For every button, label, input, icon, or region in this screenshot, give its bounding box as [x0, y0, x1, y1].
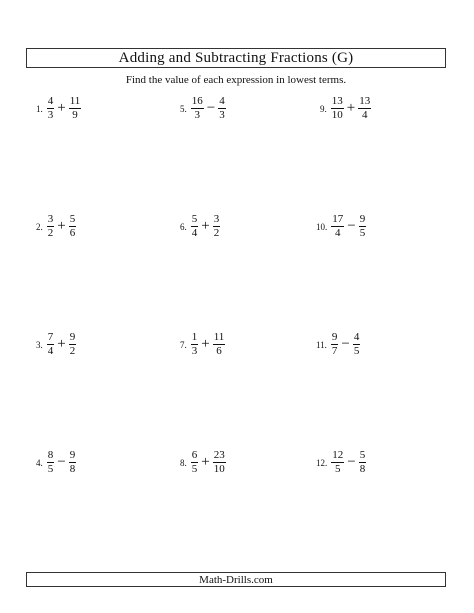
problem-number: 7.: [180, 339, 187, 350]
numerator: 17: [332, 213, 344, 225]
denominator: 5: [359, 227, 366, 239]
operator: +: [201, 454, 210, 470]
denominator: 5: [353, 345, 360, 357]
numerator: 8: [47, 449, 54, 461]
fraction-a: [47, 332, 55, 357]
numerator: 9: [331, 331, 338, 343]
denominator: 10: [213, 463, 225, 475]
numerator: 1: [191, 331, 198, 343]
fraction-b: [359, 214, 367, 239]
fraction-b: [69, 332, 77, 357]
fraction-b: [353, 332, 361, 357]
numerator: 12: [332, 449, 344, 461]
problem-2: [36, 214, 76, 239]
fraction-b: [213, 214, 221, 239]
fraction-a: [191, 332, 199, 357]
problem-number: 3.: [36, 339, 43, 350]
operator: +: [201, 336, 210, 352]
denominator: 4: [361, 109, 368, 121]
problem-number: 9.: [320, 103, 327, 114]
numerator: 5: [191, 213, 198, 225]
denominator: 7: [331, 345, 338, 357]
fraction-b: [359, 450, 367, 475]
operator: +: [57, 336, 66, 352]
problem-4: [36, 450, 76, 475]
footer: Math-Drills.com: [26, 572, 446, 587]
fraction-a: [191, 96, 204, 121]
denominator: 8: [69, 463, 76, 475]
denominator: 6: [69, 227, 76, 239]
numerator: 16: [191, 95, 203, 107]
denominator: 9: [72, 109, 78, 121]
fraction-b: [358, 96, 371, 121]
operator: +: [201, 218, 210, 234]
fraction-b: [69, 214, 77, 239]
numerator: 9: [69, 331, 76, 343]
problem-number: 12.: [316, 457, 328, 468]
denominator: 6: [216, 345, 222, 357]
denominator: 10: [331, 109, 343, 121]
problem-5: [180, 96, 226, 121]
operator: −: [347, 218, 356, 234]
problem-11: [316, 332, 360, 357]
problem-number: 1.: [36, 103, 43, 114]
problem-number: 10.: [316, 221, 328, 232]
operator: +: [346, 100, 356, 116]
fraction-b: [69, 450, 77, 475]
denominator: 2: [69, 345, 76, 357]
problem-number: 11.: [316, 339, 327, 350]
denominator: 4: [47, 345, 54, 357]
denominator: 3: [191, 345, 198, 357]
operator: −: [206, 100, 216, 116]
numerator: 7: [47, 331, 54, 343]
fraction-b: [69, 96, 82, 121]
fraction-a: [47, 214, 55, 239]
operator: −: [57, 454, 66, 470]
fraction-b: [213, 450, 226, 475]
fraction-a: [331, 450, 344, 475]
problem-number: 6.: [180, 221, 187, 232]
numerator: 4: [353, 331, 360, 343]
problem-6: [180, 214, 220, 239]
numerator: 11: [213, 331, 225, 343]
numerator: 4: [219, 95, 225, 107]
denominator: 2: [47, 227, 54, 239]
problem-1: [36, 96, 81, 121]
numerator: 6: [191, 449, 198, 461]
numerator: 9: [69, 449, 76, 461]
denominator: 4: [335, 227, 341, 239]
problem-12: [316, 450, 366, 475]
problem-number: 2.: [36, 221, 43, 232]
problem-9: [320, 96, 371, 121]
problem-8: [180, 450, 226, 475]
problem-number: 8.: [180, 457, 187, 468]
fraction-a: [331, 96, 344, 121]
denominator: 5: [191, 463, 198, 475]
numerator: 4: [47, 95, 54, 107]
problem-number: 5.: [180, 103, 187, 114]
fraction-a: [191, 450, 199, 475]
numerator: 13: [359, 95, 371, 107]
denominator: 5: [47, 463, 54, 475]
fraction-a: [191, 214, 199, 239]
denominator: 8: [359, 463, 366, 475]
fraction-a: [47, 96, 55, 121]
operator: +: [57, 100, 66, 116]
denominator: 4: [191, 227, 198, 239]
numerator: 13: [331, 95, 343, 107]
numerator: 3: [213, 213, 220, 225]
denominator: 3: [194, 109, 200, 121]
operator: −: [347, 454, 356, 470]
fraction-b: [218, 96, 226, 121]
problem-3: [36, 332, 76, 357]
worksheet-title: Adding and Subtracting Fractions (G): [26, 48, 446, 68]
numerator: 11: [69, 95, 81, 107]
numerator: 5: [359, 449, 366, 461]
problem-number: 4.: [36, 457, 43, 468]
numerator: 23: [213, 449, 225, 461]
problem-10: [316, 214, 366, 239]
operator: +: [57, 218, 66, 234]
fraction-a: [331, 214, 344, 239]
fraction-b: [213, 332, 226, 357]
numerator: 5: [69, 213, 76, 225]
fraction-a: [47, 450, 55, 475]
instructions: Find the value of each expression in lowest terms.: [125, 74, 347, 86]
operator: −: [341, 336, 350, 352]
fraction-a: [331, 332, 339, 357]
problem-7: [180, 332, 225, 357]
denominator: 2: [213, 227, 220, 239]
numerator: 9: [359, 213, 366, 225]
denominator: 3: [47, 109, 54, 121]
denominator: 3: [219, 109, 225, 121]
numerator: 3: [47, 213, 54, 225]
denominator: 5: [335, 463, 341, 475]
